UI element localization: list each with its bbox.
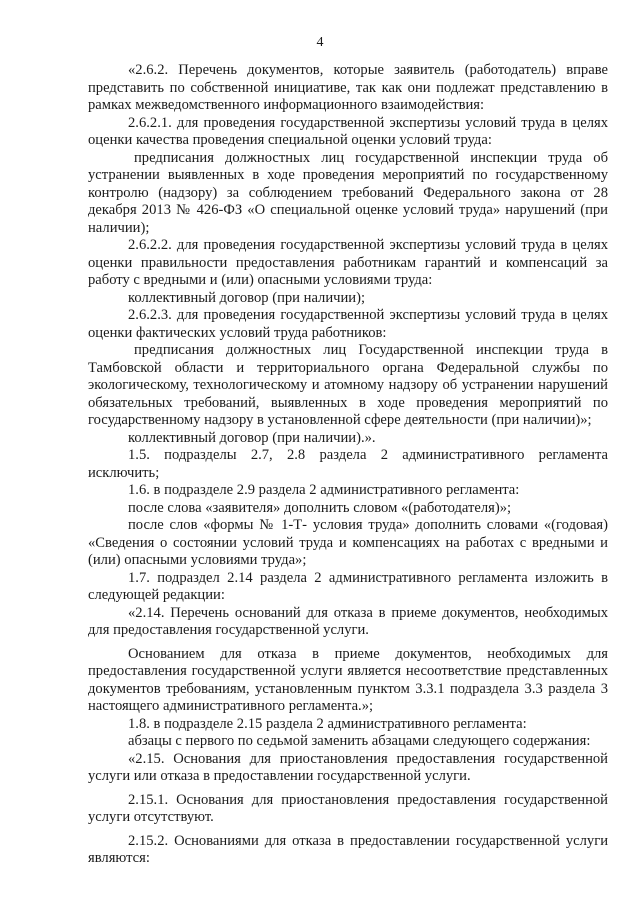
paragraph: коллективный договор (при наличии).». [128, 429, 376, 446]
paragraph: «2.14. Перечень оснований для отказа в приеме документов, необходимых для предоставления государственной услуги. [88, 604, 608, 638]
paragraph: коллективный договор (при наличии); [128, 289, 366, 306]
paragraph: после слов «формы № 1-Т- условия труда» дополнить словами «(годовая) «Сведения о состоянии условий труда и компенсациях на работах с вредными и (или) опасными условиями труда»; [88, 517, 608, 568]
paragraph: предписания должностных лиц Государственной инспекции труда в Тамбовской области и территориального органа Федеральной службы по экологическому, технологическому и атомному надзору об устранении нарушений обязательных требований, выявленных в ходе проведения мероприятий по государственному надзору в установленной сфере деятельности (при наличии)»; [88, 342, 608, 428]
page-number: 4 [316, 35, 324, 50]
paragraph: Основанием для отказа в приеме документов, необходимых для предоставления государственной услуги является несоответствие представленных документов требованиям, установленным пунктом 3.3.1 подраздела 3.3 раздела 3 настоящего административного регламента.»; [88, 645, 608, 714]
paragraph: 1.6. в подразделе 2.9 раздела 2 административного регламента: [128, 482, 520, 498]
paragraph: предписания должностных лиц государственной инспекции труда об устранении выявленных в ходе проведения мероприятий по государственному контролю (надзору) за соблюдением требований Федерального закона от 28 декабря 2013 № 426-ФЗ «О специальной оценке условий труда» нарушений (при наличии); [88, 149, 608, 236]
paragraph: 2.15.1. Основания для приостановления предоставления государственной услуги отсутствуют. [88, 791, 608, 825]
paragraph: абзацы с первого по седьмой заменить абзацами следующего содержания: [128, 733, 591, 749]
paragraph: после слова «заявителя» дополнить словом «(работодателя)»; [128, 499, 512, 516]
paragraph: 2.6.2.1. для проведения государственной экспертизы условий труда в целях оценки качества проведения специальной оценки условий труда: [88, 114, 608, 148]
paragraph: «2.6.2. Перечень документов, которые заявитель (работодатель) вправе представить по собственной инициативе, так как они подлежат представлению в рамках межведомственного информационного взаимодействия: [88, 62, 608, 113]
paragraph: «2.15. Основания для приостановления предоставления государственной услуги или отказа в предоставлении государственной услуги. [88, 750, 608, 784]
paragraph: 2.6.2.2. для проведения государственной экспертизы условий труда в целях оценки правильности предоставления работникам гарантий и компенсаций за работу с вредными и (или) опасными условиями труда: [88, 237, 608, 288]
paragraph: 1.7. подраздел 2.14 раздела 2 административного регламента изложить в следующей редакции: [88, 569, 608, 603]
paragraph: 1.8. в подразделе 2.15 раздела 2 административного регламента: [128, 715, 527, 732]
paragraph: 2.6.2.3. для проведения государственной экспертизы условий труда в целях оценки фактических условий труда работников: [88, 307, 608, 341]
paragraph: 1.5. подразделы 2.7, 2.8 раздела 2 административного регламента исключить; [88, 447, 608, 481]
paragraph: 2.15.2. Основаниями для отказа в предоставлении государственной услуги являются: [88, 832, 608, 866]
document-body [88, 62, 608, 868]
